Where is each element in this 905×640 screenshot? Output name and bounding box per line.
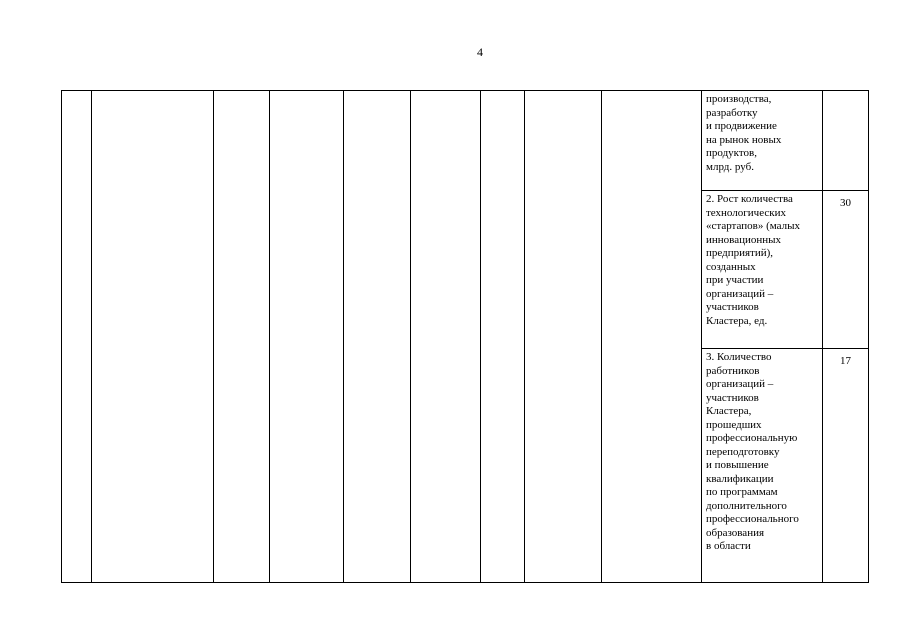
- indicator-text-line: технологических: [706, 206, 786, 219]
- indicator-text-line: при участии: [706, 274, 764, 286]
- indicator-text-line: и повышение: [706, 459, 769, 471]
- indicator-text-line: созданных: [706, 260, 756, 273]
- indicator-text-line: участников: [706, 301, 759, 313]
- indicator-text-line: предприятий),: [706, 247, 774, 259]
- table-cell-col-9: [602, 91, 702, 583]
- indicator-text-line: организаций –: [706, 287, 774, 300]
- indicator-text-line: 2. Рост количества: [706, 193, 793, 205]
- indicator-text-line: на рынок новых: [706, 133, 782, 146]
- indicator-text-cell: [702, 191, 823, 349]
- indicator-text-line: образования: [706, 526, 765, 539]
- indicator-text-cell: [702, 349, 823, 583]
- indicator-text-line: Кластера, ед.: [706, 314, 768, 327]
- indicator-text-line: продуктов,: [706, 147, 757, 159]
- table-cell-col-3: [214, 91, 270, 583]
- indicator-text-line: профессионального: [706, 513, 799, 525]
- table-cell-col-6: [411, 91, 481, 583]
- indicator-text-line: «стартапов» (малых: [706, 220, 800, 232]
- indicator-text-line: прошедших: [706, 418, 762, 431]
- indicator-text-line: 3. Количество: [706, 351, 772, 363]
- indicator-value-cell: 17: [823, 349, 869, 583]
- indicator-text-line: разработку: [706, 106, 758, 119]
- indicator-value-cell: [823, 91, 869, 191]
- table-row: [62, 91, 869, 191]
- indicator-text-line: работников: [706, 364, 760, 377]
- indicator-text-line: организаций –: [706, 378, 774, 390]
- indicator-text-line: и продвижение: [706, 120, 777, 132]
- table-cell-col-2: [92, 91, 214, 583]
- indicator-text-line: производства,: [706, 93, 772, 105]
- table-cell-col-8: [525, 91, 602, 583]
- indicator-text-line: дополнительного: [706, 499, 787, 512]
- indicator-text-line: квалификации: [706, 472, 774, 485]
- indicator-text-line: Кластера,: [706, 405, 752, 417]
- indicator-text-line: участников: [706, 391, 759, 404]
- indicator-text-line: по программам: [706, 486, 778, 498]
- indicator-text-line: в области: [706, 540, 751, 552]
- indicators-table: [61, 90, 869, 583]
- page-number: 4: [477, 45, 483, 59]
- indicator-value-cell: 30: [823, 191, 869, 349]
- indicator-text-line: млрд. руб.: [706, 160, 754, 173]
- table-cell-col-7: [481, 91, 525, 583]
- table-cell-col-4: [270, 91, 344, 583]
- indicator-text-line: инновационных: [706, 233, 782, 246]
- indicator-text-line: переподготовку: [706, 445, 780, 458]
- table-cell-col-5: [344, 91, 411, 583]
- indicator-text-line: профессиональную: [706, 432, 798, 444]
- indicator-text-cell: [702, 91, 823, 191]
- table-cell-col-1: [62, 91, 92, 583]
